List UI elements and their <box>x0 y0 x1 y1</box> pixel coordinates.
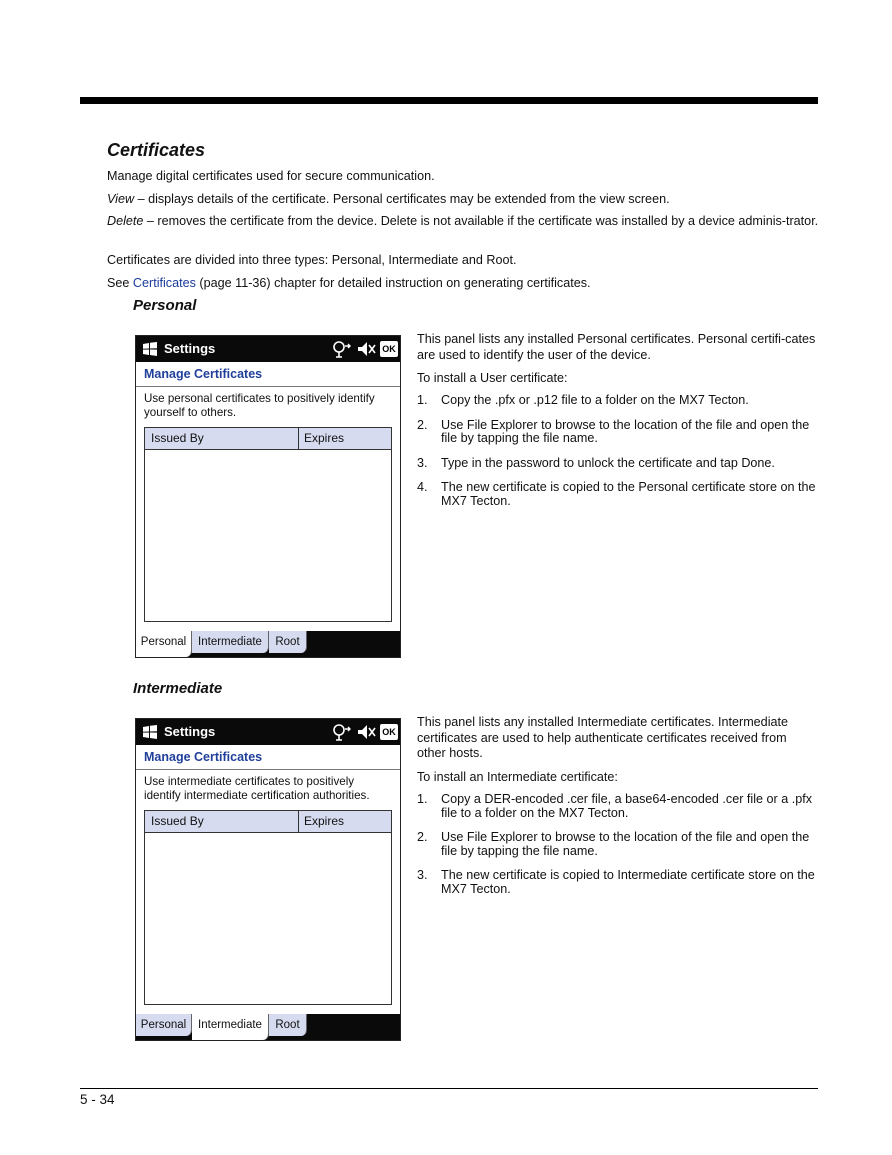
step-number: 3. <box>417 868 428 882</box>
tab-root[interactable]: Root <box>269 631 307 653</box>
windows-logo-icon <box>142 724 158 740</box>
personal-screenshot <box>135 335 401 658</box>
list-header <box>145 811 391 833</box>
list-item <box>417 419 817 446</box>
list-header <box>145 428 391 450</box>
list-item <box>417 831 817 858</box>
view-term: View <box>107 192 135 206</box>
delete-description <box>107 214 819 230</box>
section-title: Certificates <box>107 140 206 160</box>
title-divider <box>136 386 400 387</box>
manage-certificates-title: Manage Certificates <box>144 750 263 764</box>
step-text: Use File Explorer to browse to the location of the file and open the file by tapping the file name. <box>441 417 810 445</box>
step-number: 2. <box>417 830 428 844</box>
tab-personal[interactable]: Personal <box>136 1014 192 1036</box>
header-rule <box>80 97 818 104</box>
intermediate-steps <box>417 793 817 907</box>
tab-intermediate[interactable]: Intermediate <box>192 1014 269 1040</box>
list-item <box>417 869 817 896</box>
ok-button[interactable]: OK <box>380 724 398 740</box>
issued-by-column[interactable]: Issued By <box>151 814 204 828</box>
certificates-link[interactable]: Certificates <box>132 276 196 290</box>
screen-description: Use personal certificates to positively identify yourself to others. <box>144 392 375 419</box>
personal-description: This panel lists any installed Personal certificates. Personal certifi-cates are used to identify the user of the device. <box>417 332 816 362</box>
screen-title: Settings <box>164 341 216 356</box>
windows-logo-icon <box>142 341 158 357</box>
step-text: Use File Explorer to browse to the location of the file and open the file by tapping the file name. <box>441 830 810 858</box>
tab-personal[interactable]: Personal <box>136 631 192 657</box>
intermediate-heading: Intermediate <box>133 680 223 697</box>
speaker-mute-icon[interactable] <box>356 340 376 358</box>
intermediate-install-intro: To install an Intermediate certificate: <box>417 770 618 784</box>
personal-steps <box>417 394 817 519</box>
tab-root[interactable]: Root <box>269 1014 307 1036</box>
column-separator <box>298 428 299 449</box>
intermediate-screenshot <box>135 718 401 1041</box>
delete-text: – removes the certificate from the device. Delete is not available if the certificate was installed by a device adminis-trator. <box>143 214 819 228</box>
certificate-list[interactable] <box>144 810 392 1005</box>
footer-rule <box>80 1088 818 1089</box>
list-item <box>417 394 817 408</box>
step-number: 4. <box>417 480 428 494</box>
step-number: 1. <box>417 393 428 407</box>
title-bar <box>136 336 400 362</box>
screen-description: Use intermediate certificates to positively identify intermediate certification authorities. <box>144 775 370 802</box>
view-description <box>107 192 819 208</box>
view-text: – displays details of the certificate. Personal certificates may be extended from the view screen. <box>134 192 670 206</box>
tab-intermediate[interactable]: Intermediate <box>192 631 269 653</box>
ok-button[interactable]: OK <box>380 341 398 357</box>
expires-column[interactable]: Expires <box>304 814 345 828</box>
step-text: The new certificate is copied to the Personal certificate store on the MX7 Tecton. <box>441 480 816 508</box>
delete-term: Delete <box>107 214 144 228</box>
step-number: 1. <box>417 792 428 806</box>
title-bar <box>136 719 400 745</box>
step-number: 3. <box>417 455 428 470</box>
intro-text: Manage digital certificates used for secure communication. <box>107 169 435 183</box>
speaker-mute-icon[interactable] <box>356 723 376 741</box>
certificate-list[interactable] <box>144 427 392 622</box>
types-text: Certificates are divided into three types: Personal, Intermediate and Root. <box>107 253 517 267</box>
personal-heading: Personal <box>133 297 197 314</box>
see-suffix: (page 11-36) chapter for detailed instruction on generating certificates. <box>195 276 591 290</box>
column-separator <box>298 811 299 832</box>
personal-install-intro: To install a User certificate: <box>417 371 568 385</box>
manage-certificates-title: Manage Certificates <box>144 367 263 381</box>
step-text: Copy a DER-encoded .cer file, a base64-encoded .cer file or a .pfx file to a folder on the MX7 Tecton. <box>441 792 813 820</box>
intermediate-description: This panel lists any installed Intermediate certificates. Intermediate certificates are used to help authenticate certificates received from other hosts. <box>417 715 788 760</box>
list-item <box>417 793 817 820</box>
connectivity-icon <box>332 340 352 358</box>
issued-by-column[interactable]: Issued By <box>151 431 204 445</box>
connectivity-icon <box>332 723 352 741</box>
expires-column[interactable]: Expires <box>304 431 345 445</box>
tab-bar <box>136 1014 400 1040</box>
step-text: The new certificate is copied to Intermediate certificate store on the MX7 Tecton. <box>441 868 815 896</box>
screen-title: Settings <box>164 724 216 739</box>
step-number: 2. <box>417 417 428 432</box>
step-text: Type in the password to unlock the certificate and tap Done. <box>441 455 775 470</box>
page-number: 5 - 34 <box>80 1092 115 1107</box>
tab-bar <box>136 631 400 657</box>
list-item <box>417 481 817 508</box>
step-text: Copy the .pfx or .p12 file to a folder on the MX7 Tecton. <box>441 393 749 407</box>
list-item <box>417 457 817 471</box>
title-divider <box>136 769 400 770</box>
see-also-text <box>107 276 819 292</box>
see-prefix: See <box>107 276 133 290</box>
